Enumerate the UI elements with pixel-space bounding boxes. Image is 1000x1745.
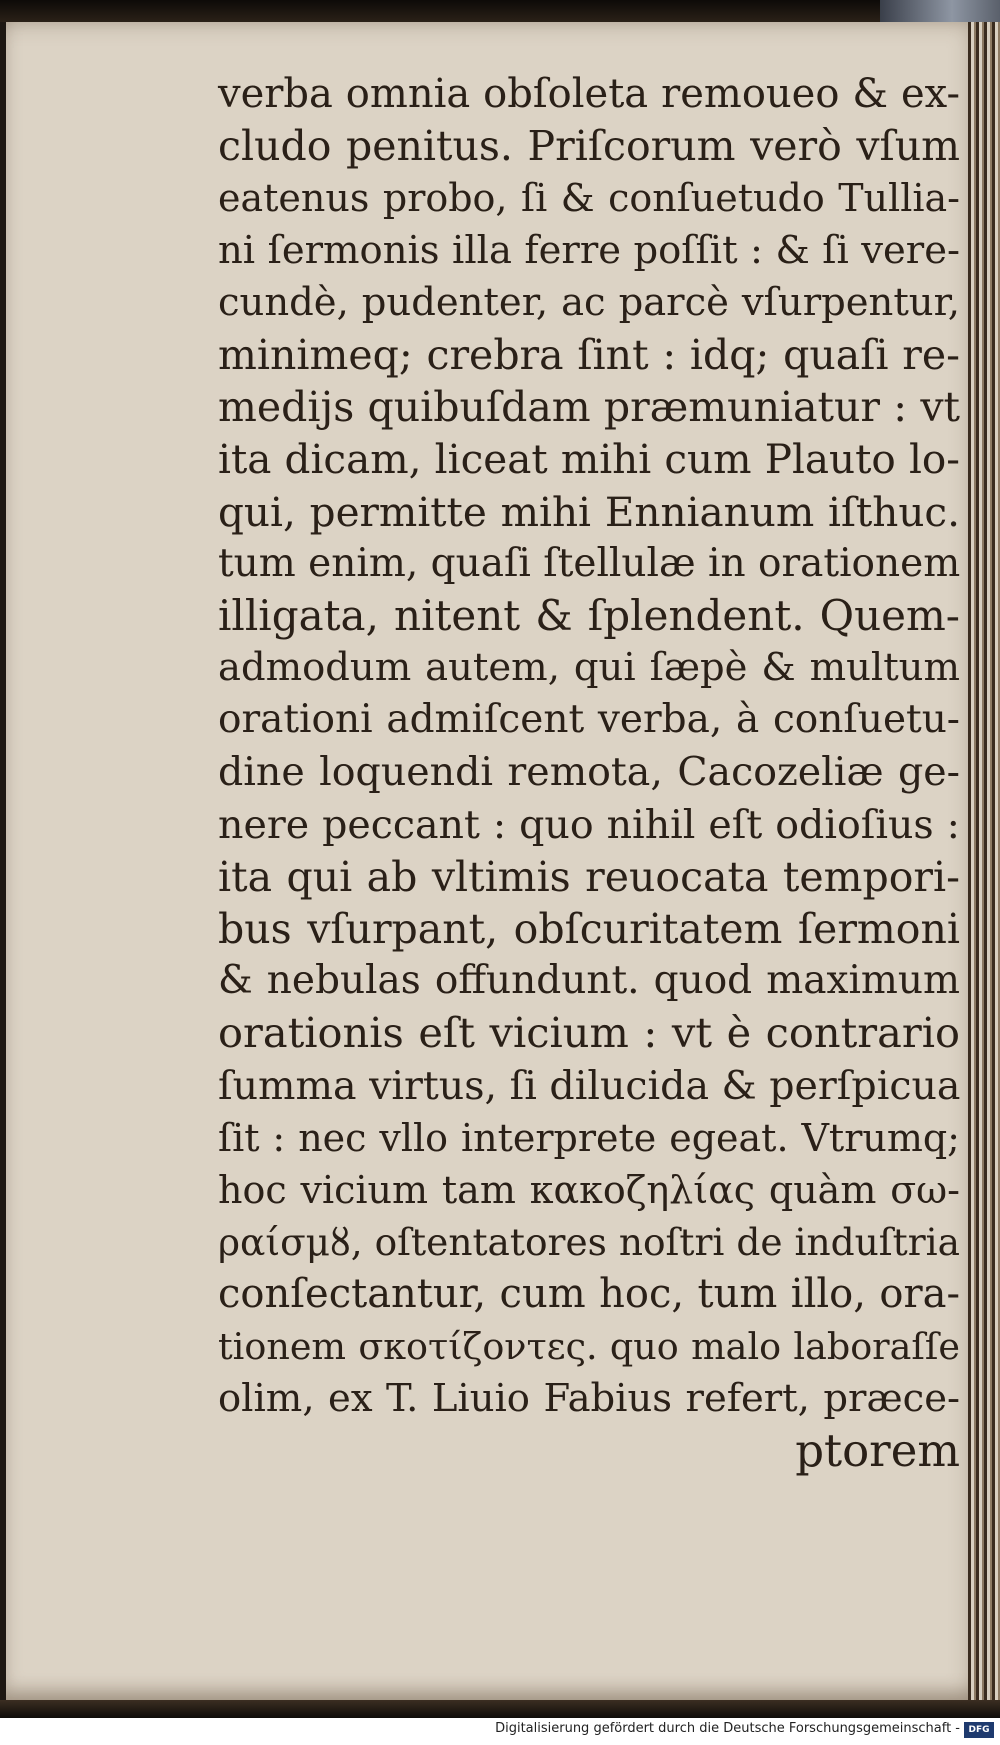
text-line: orationi admiſcent verba, à conſuetu- bbox=[218, 697, 960, 743]
text-line: illigata, nitent & ſplendent. Quem- bbox=[218, 590, 960, 640]
text-line: qui, permitte mihi Ennianum iſthuc. bbox=[218, 487, 960, 536]
text-line: & nebulas offundunt. quod maximum bbox=[218, 958, 960, 1004]
text-line: medijs quibuſdam præmuniatur : vt bbox=[218, 383, 960, 432]
text-line: cludo penitus. Priſcorum verò vſum bbox=[218, 122, 960, 171]
page-edges bbox=[968, 22, 1000, 1712]
text-line: tionem σκοτίζοντες. quo malo laboraſſe bbox=[218, 1324, 960, 1368]
text-line: eatenus probo, ſi & conſuetudo Tullia- bbox=[218, 176, 960, 221]
text-line: bus vſurpant, obſcuritatem ſermoni bbox=[218, 905, 960, 953]
text-line: verba omnia obſoleta remoueo & ex- bbox=[218, 71, 960, 117]
scan-top-edge bbox=[0, 0, 1000, 22]
text-line: ni ſermonis illa ferre poſſit : & ſi vere- bbox=[218, 227, 960, 273]
text-line: hoc vicium tam κακοζηλίας quàm σω- bbox=[218, 1167, 960, 1212]
dfg-logo-icon: DFG bbox=[964, 1722, 994, 1738]
body-text bbox=[218, 68, 960, 1477]
text-line: olim, ex T. Liuio Fabius refert, præce- bbox=[218, 1375, 960, 1421]
scan-bottom-edge bbox=[0, 1700, 1000, 1718]
text-line: ſumma virtus, ſi dilucida & perſpicua bbox=[218, 1062, 961, 1109]
text-line: ſit : nec vllo interprete egeat. Vtrumq; bbox=[218, 1115, 960, 1160]
catchword: ptorem bbox=[795, 1423, 960, 1477]
text-line: minimeq; crebra ſint : idq; quaſi re- bbox=[218, 330, 960, 379]
text-line: cundè, pudenter, ac parcè vſurpentur, bbox=[218, 279, 960, 325]
text-line: dine loquendi remota, Cacozeliæ ge- bbox=[218, 749, 960, 796]
text-line: ραίσμȣ, oſtentatores noſtri de induſtria bbox=[218, 1220, 960, 1265]
scan-cover-corner bbox=[880, 0, 1000, 24]
funding-notice: Digitalisierung gefördert durch die Deutsche Forschungsgemeinschaft - bbox=[495, 1721, 960, 1736]
text-line: ita dicam, liceat mihi cum Plauto lo- bbox=[218, 435, 960, 484]
text-line: tum enim, quaſi ſtellulæ in orationem bbox=[218, 540, 961, 586]
text-line: conſectantur, cum hoc, tum illo, ora- bbox=[218, 1271, 960, 1318]
text-line: orationis eſt vicium : vt è contrario bbox=[218, 1008, 960, 1058]
text-line: nere peccant : quo nihil eſt odioſius : bbox=[218, 801, 960, 848]
text-line: admodum autem, qui ſæpè & multum bbox=[218, 645, 960, 691]
text-line: ita qui ab vltimis reuocata tempori- bbox=[218, 852, 960, 901]
